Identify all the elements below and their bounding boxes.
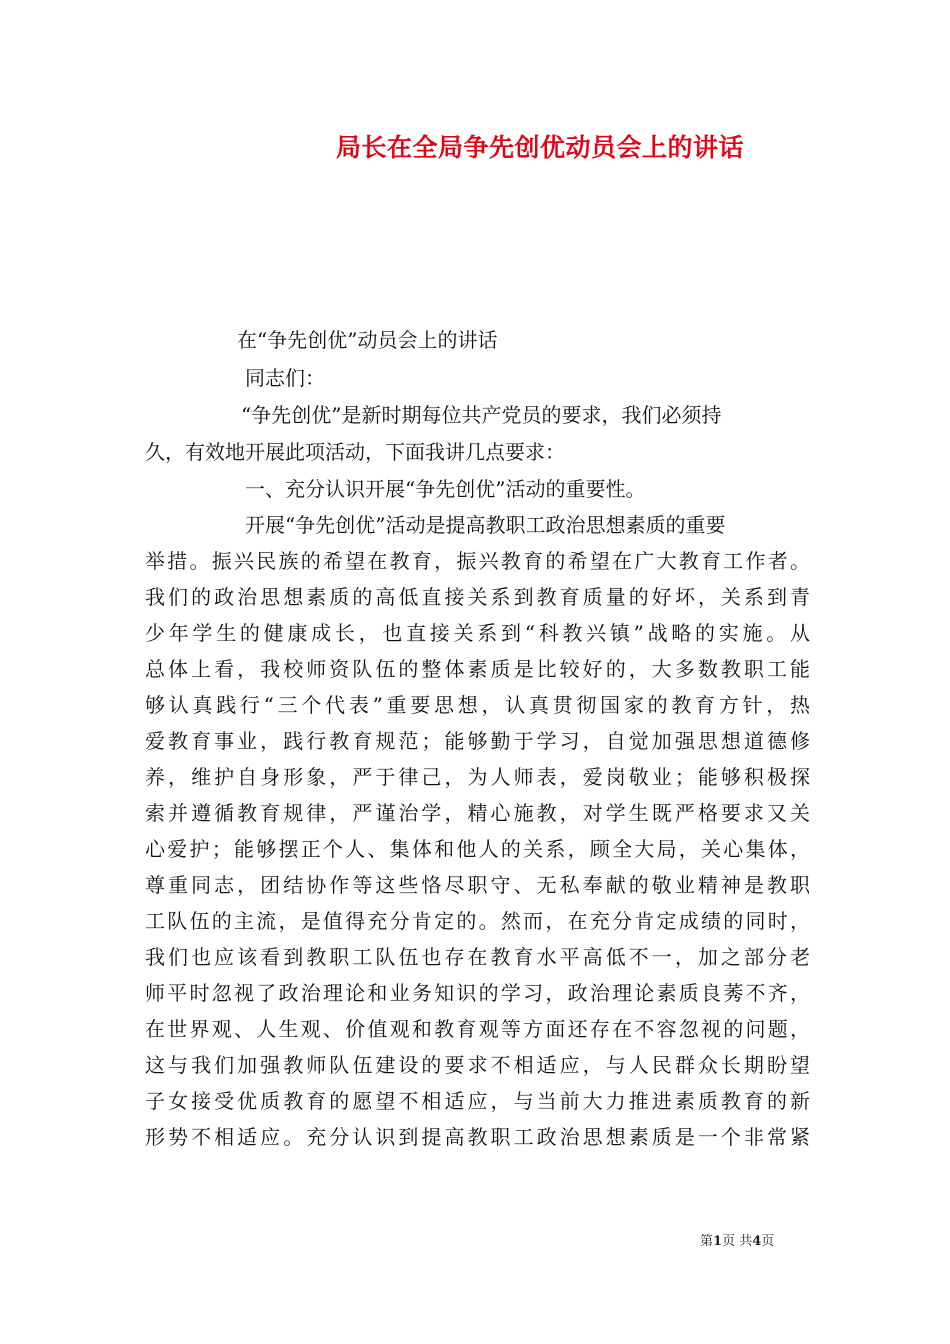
section-heading: 一、充分认识开展“争先创优”活动的重要性。 (245, 477, 646, 501)
paragraph-line: 心爱护；能够摆正个人、集体和他人的关系，顾全大局，关心集体， (145, 837, 810, 861)
paragraph-line: 久，有效地开展此项活动，下面我讲几点要求： (145, 440, 565, 464)
document-body (145, 0, 810, 1200)
footer-suffix: 页 (761, 1234, 775, 1249)
footer-total-pages: 4 (752, 1234, 762, 1249)
salutation: 同志们： (245, 366, 325, 390)
paragraph-line: 我们也应该看到教职工队伍也存在教育水平高低不一，加之部分老 (145, 945, 810, 969)
paragraph-line: 少年学生的健康成长，也直接关系到“科教兴镇”战略的实施。从 (145, 621, 810, 645)
footer-middle: 页 共 (722, 1234, 753, 1249)
paragraph-line: 总体上看，我校师资队伍的整体素质是比较好的，大多数教职工能 (145, 657, 810, 681)
paragraph-line: 尊重同志，团结协作等这些恪尽职守、无私奉献的敬业精神是教职 (145, 873, 810, 897)
subtitle: 在“争先创优”动员会上的讲话 (237, 328, 498, 352)
paragraph-line: 工队伍的主流，是值得充分肯定的。然而，在充分肯定成绩的同时， (145, 909, 810, 933)
footer-page-number: 1 (713, 1234, 723, 1249)
footer-prefix: 第 (700, 1234, 714, 1249)
paragraph-line: 索并遵循教育规律，严谨治学，精心施教，对学生既严格要求又关 (145, 801, 810, 825)
paragraph-line: 形势不相适应。充分认识到提高教职工政治思想素质是一个非常紧 (145, 1125, 810, 1149)
document-title: 局长在全局争先创优动员会上的讲话 (335, 133, 744, 162)
paragraph-line: “争先创优”是新时期每位共产党员的要求，我们必须持 (241, 403, 722, 427)
paragraph-line: 师平时忽视了政治理论和业务知识的学习，政治理论素质良莠不齐， (145, 981, 810, 1005)
paragraph-line: 举措。振兴民族的希望在教育，振兴教育的希望在广大教育工作者。 (145, 549, 810, 573)
paragraph-line: 这与我们加强教师队伍建设的要求不相适应，与人民群众长期盼望 (145, 1053, 810, 1077)
paragraph-line: 子女接受优质教育的愿望不相适应，与当前大力推进素质教育的新 (145, 1089, 810, 1113)
paragraph-line: 够认真践行“三个代表”重要思想，认真贯彻国家的教育方针，热 (145, 693, 810, 717)
paragraph-line: 爱教育事业，践行教育规范；能够勤于学习，自觉加强思想道德修 (145, 729, 810, 753)
paragraph-line: 养，维护自身形象，严于律己，为人师表，爱岗敬业；能够积极探 (145, 765, 810, 789)
paragraph-line: 开展“争先创优”活动是提高教职工政治思想素质的重要 (245, 513, 726, 537)
page-footer (700, 1230, 774, 1249)
paragraph-line: 在世界观、人生观、价值观和教育观等方面还存在不容忽视的问题， (145, 1017, 810, 1041)
paragraph-line: 我们的政治思想素质的高低直接关系到教育质量的好坏，关系到青 (145, 585, 810, 609)
